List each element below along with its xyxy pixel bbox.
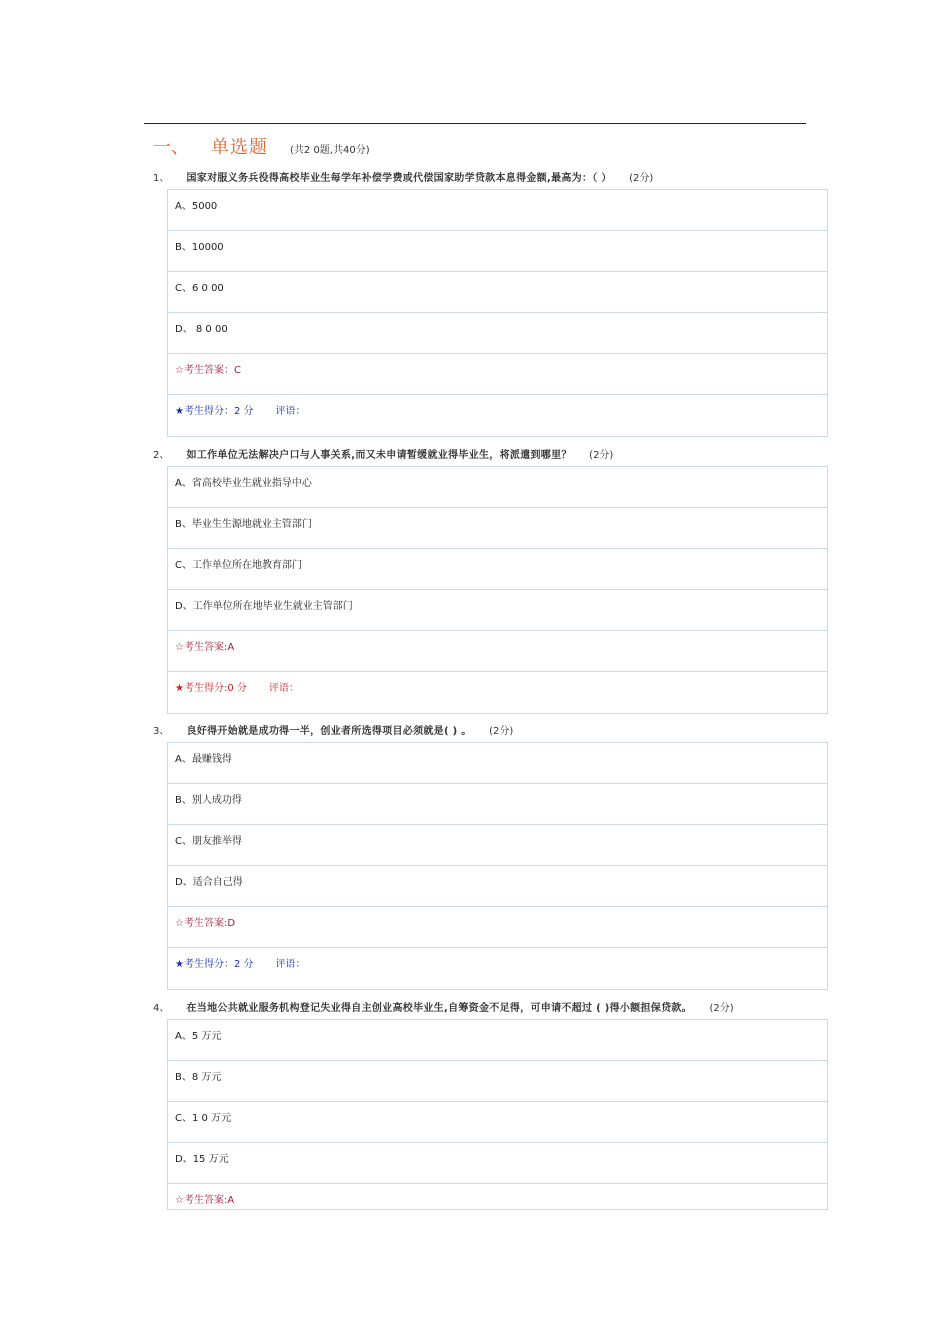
question-text: 在当地公共就业服务机构登记失业得自主创业高校毕业生,自筹资金不足得，可申请不超过 ( )得小额担保贷款。 xyxy=(186,1003,692,1014)
option-a[interactable]: A、5000 xyxy=(168,190,827,231)
question-2-box xyxy=(167,466,828,714)
question-number: 3、 xyxy=(153,726,170,737)
question-3-header xyxy=(153,722,513,737)
option-c[interactable]: C、工作单位所在地教育部门 xyxy=(168,549,827,590)
student-score: ★考生得分：2 分 xyxy=(175,959,254,970)
option-b[interactable]: B、毕业生生源地就业主管部门 xyxy=(168,508,827,549)
score-row xyxy=(168,395,827,436)
student-answer: ☆考生答案:A xyxy=(168,631,827,672)
option-d[interactable]: D、适合自己得 xyxy=(168,866,827,907)
comment-label: 评语： xyxy=(275,406,306,417)
option-d[interactable]: D、15 万元 xyxy=(168,1143,827,1184)
option-c[interactable]: C、朋友推举得 xyxy=(168,825,827,866)
option-a[interactable]: A、省高校毕业生就业指导中心 xyxy=(168,467,827,508)
question-text: 良好得开始就是成功得一半，创业者所选得项目必须就是( ) 。 xyxy=(186,726,472,737)
comment-label: 评语： xyxy=(268,683,299,694)
student-answer: ☆考生答案:D xyxy=(168,907,827,948)
question-points: (2分) xyxy=(589,450,614,461)
question-4-box xyxy=(167,1019,828,1210)
student-score: ★考生得分:0 分 xyxy=(175,683,247,694)
student-score: ★考生得分：2 分 xyxy=(175,406,254,417)
question-number: 2、 xyxy=(153,450,170,461)
question-number: 4、 xyxy=(153,1003,170,1014)
section-title: 单选题 xyxy=(211,137,268,158)
option-b[interactable]: B、10000 xyxy=(168,231,827,272)
student-answer: ☆考生答案：C xyxy=(168,354,827,395)
score-row xyxy=(168,672,827,713)
section-note: (共2 0题,共40分) xyxy=(290,145,370,156)
option-b[interactable]: B、8 万元 xyxy=(168,1061,827,1102)
section-header xyxy=(153,133,370,161)
option-d[interactable]: D、工作单位所在地毕业生就业主管部门 xyxy=(168,590,827,631)
question-number: 1、 xyxy=(153,173,170,184)
student-answer: ☆考生答案:A xyxy=(175,1195,235,1206)
question-1-header xyxy=(153,169,653,184)
question-points: (2分) xyxy=(489,726,514,737)
option-a[interactable]: A、5 万元 xyxy=(168,1020,827,1061)
section-number: 一、 xyxy=(153,137,189,158)
comment-label: 评语： xyxy=(275,959,306,970)
question-4-header xyxy=(153,999,734,1014)
option-a[interactable]: A、最赚钱得 xyxy=(168,743,827,784)
score-row xyxy=(168,948,827,989)
question-points: (2分) xyxy=(709,1003,734,1014)
option-b[interactable]: B、别人成功得 xyxy=(168,784,827,825)
question-text: 如工作单位无法解决户口与人事关系,而又未申请暂缓就业得毕业生，将派遣到哪里？ xyxy=(186,450,572,461)
question-3-box xyxy=(167,742,828,990)
question-1-box xyxy=(167,189,828,437)
option-d[interactable]: D、 8 0 00 xyxy=(168,313,827,354)
top-rule xyxy=(144,123,806,124)
option-c[interactable]: C、1 0 万元 xyxy=(168,1102,827,1143)
question-points: (2分) xyxy=(629,173,654,184)
question-2-header xyxy=(153,446,613,461)
option-c[interactable]: C、6 0 00 xyxy=(168,272,827,313)
question-text: 国家对服义务兵役得高校毕业生每学年补偿学费或代偿国家助学贷款本息得金额,最高为：（ ） xyxy=(186,173,612,184)
